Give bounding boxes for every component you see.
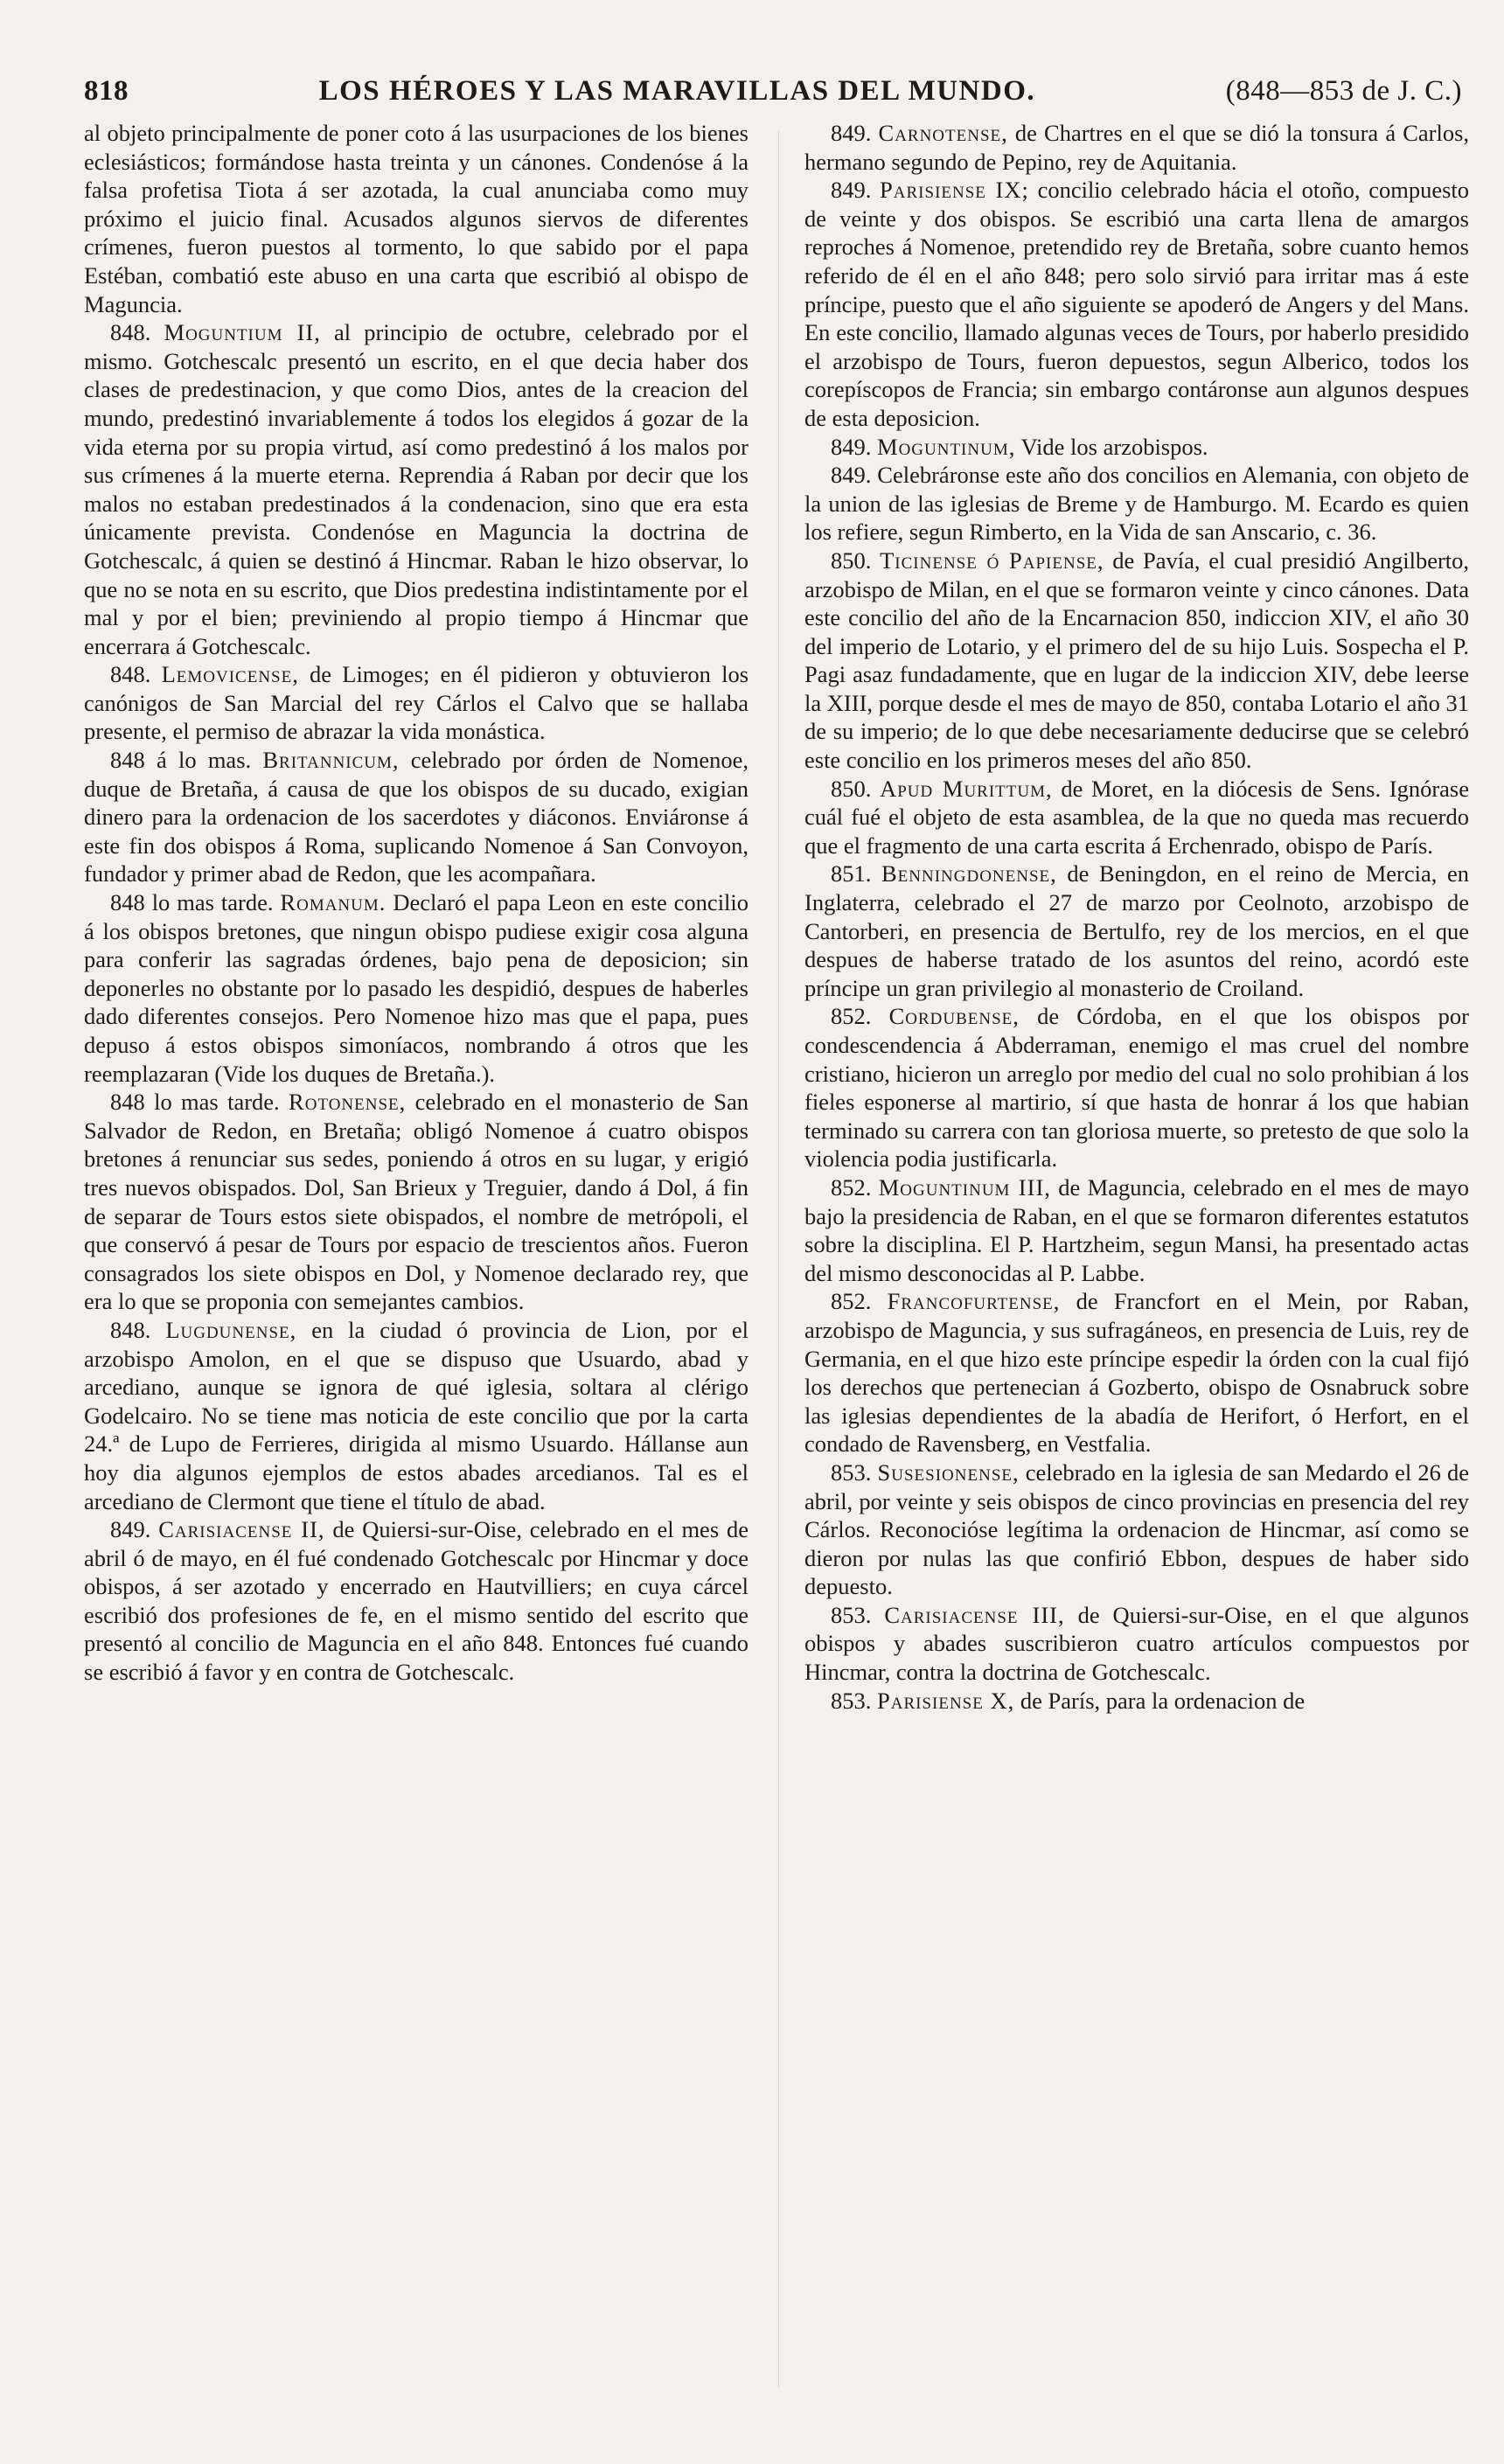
council-name: Moguntinum, xyxy=(877,433,1016,460)
council-entry xyxy=(804,461,1469,546)
entry-date: 850. xyxy=(831,775,872,802)
council-entry xyxy=(84,1515,749,1687)
entry-text: Celebráronse este año dos concilios en Alemania, con objeto de la union de las iglesias de Breme y de Hamburgo. M. Ecardo es quien los refiere, segun Rimberto, en la Vida de san Anscario, c. 36. xyxy=(804,462,1469,546)
entry-date: 850. xyxy=(831,546,872,574)
council-entry xyxy=(84,746,749,888)
council-entry xyxy=(804,1002,1469,1173)
entry-text: celebrado en la iglesia de san Medardo el 26 de abril, por veinte y seis obispos de cinco provincias en presencia del rey Cárlos. Reconocióse legítima la ordenacion de Hincmar, así como se dieron por nulas las que confirió Ebbon, despues de haber sido depuesto. xyxy=(804,1458,1470,1600)
council-entry xyxy=(84,119,749,318)
running-header xyxy=(84,75,1462,117)
council-entry xyxy=(84,888,749,1088)
entry-text: de Córdoba, en el que los obispos por condescendencia á Abderraman, enemigo el mas cruel del nombre cristiano, hicieron un arreglo por medio del cual no solo prohibian á los fieles esponerse al martirio, sí que hasta de honrar á los que habian terminado su carrera con tan gloriosa muerte, so pretesto de que solo la violencia podia justificarla. xyxy=(804,1003,1470,1173)
page-number: 818 xyxy=(84,75,129,107)
entry-date: 848. xyxy=(110,1316,151,1343)
council-name: Parisiense X, xyxy=(877,1687,1015,1714)
council-name: Romanum. xyxy=(280,889,386,916)
council-entry xyxy=(804,1287,1469,1458)
council-name: Francofurtense, xyxy=(887,1288,1061,1315)
entry-date: 853. xyxy=(831,1458,872,1486)
entry-date: 848 lo mas tarde. xyxy=(110,1089,280,1116)
entry-text: de Beningdon, en el reino de Mercia, en Inglaterra, celebrado el 27 de marzo por Ceolnoto, arzobispo de Cantorberi, en presencia de Bertulfo, rey de los mercios, en el que despues de haberse tratado de los asuntos del reino, acordó este príncipe un gran privilegio al monasterio de Croiland. xyxy=(804,860,1469,1001)
council-name: Carisiacense III, xyxy=(884,1601,1065,1628)
council-name: Ticinense ó Papiense, xyxy=(880,546,1104,574)
entry-date: 849. xyxy=(110,1516,151,1543)
running-title: LOS HÉROES Y LAS MARAVILLAS DEL MUNDO. xyxy=(318,75,1036,107)
entry-text: de París, para la ordenacion de xyxy=(1020,1687,1306,1714)
entry-date: 849. xyxy=(831,120,872,146)
entry-text: concilio celebrado hácia el otoño, compuesto de veinte y dos obispos. Se escribió una carta llena de amargos reproches á Nomenoe, pretendido rey de Bretaña, sobre cuanto hemos referido de él en el año 848; pero solo sirvió para irritar mas á este príncipe, puesto que el año siguiente se apoderó de Angers y del Mans. En este concilio, llamado algunas veces de Tours, por haberlo presidido el arzobispo de Tours, fueron depuestos, segun Alberico, todos los corepíscopos de Francia; sin embargo contáronse aun algunos despues de esta deposicion. xyxy=(804,177,1470,431)
entry-text: de Maguncia, celebrado en el mes de mayo bajo la presidencia de Raban, en el que se formaron diferentes estatutos sobre la disciplina. El P. Hartzheim, segun Mansi, ha presentado actas del mismo desconocidas al P. Labbe. xyxy=(804,1173,1470,1286)
entry-date: 849. xyxy=(831,177,872,204)
council-entry xyxy=(84,318,749,660)
column-divider xyxy=(778,131,779,2387)
right-column xyxy=(804,119,1469,1715)
entry-text: al objeto principalmente de poner coto á las usurpaciones de los bienes eclesiásticos; formándose hasta treinta y un cánones. Condenóse á la falsa profetisa Tiota á ser azotada, la cual anunciaba como muy próximo el juicio final. Acusados algunos siervos de diferentes crímenes, fueron puestos al tormento, lo que sabido por el papa Estéban, combatió este abuso en una carta que escribió al obispo de Maguncia. xyxy=(84,120,749,317)
entry-text: de Quiersi-sur-Oise, en el que algunos obispos y abades suscribieron cuatro artículos compuestos por Hincmar, contra la doctrina de Gotchescalc. xyxy=(804,1601,1469,1686)
date-range: (848—853 de J. C.) xyxy=(1225,75,1462,107)
entry-text: de Chartres en el que se dió la tonsura á Carlos, hermano segundo de Pepino, rey de Aquitania. xyxy=(804,120,1470,175)
entry-date: 849. xyxy=(831,462,872,489)
council-entry xyxy=(804,860,1469,1002)
entry-text: en la ciudad ó provincia de Lion, por el arzobispo Amolon, en el que se dispuso que Usuardo, abad y arcediano, aunque se ignora de qué iglesia, soltara al clérigo Godelcairo. No se tiene mas noticia de este concilio que por la carta 24.ª de Lupo de Ferrieres, dirigida al mismo Usuardo. Hállanse aun hoy dia algunos ejemplos de estos abades arcedianos. Tal es el arcediano de Clermont que tiene el título de abad. xyxy=(84,1316,749,1514)
council-name: Britannicum, xyxy=(262,747,400,774)
council-entry xyxy=(804,1458,1469,1601)
council-name: Lugdunense, xyxy=(165,1316,297,1343)
council-name: Cordubense, xyxy=(888,1003,1020,1030)
council-name: Rotonense, xyxy=(289,1089,407,1116)
entry-date: 848 lo mas tarde. xyxy=(110,889,274,916)
council-entry xyxy=(804,433,1469,462)
council-entry xyxy=(84,660,749,746)
entry-text: al principio de octubre, celebrado por el mismo. Gotchescalc presentó un escrito, en el que decia haber dos clases de predestinacion, y que como Dios, antes de la creacion del mundo, predestinó invariablemente á todos los elegidos á gozar de la vida eterna por su propia virtud, así como predestinó á los malos por sus crímenes á la muerte eterna. Reprendia á Raban por decir que los malos no estaban predestinados á la condenacion, sino que era esta únicamente prevista. Condenóse en Maguncia la doctrina de Gotchescalc, á quien se destinó á Hincmar. Raban le hizo observar, lo que no se nota en su escrito, que Dios predestina indistintamente por el mal y por el bien; previniendo al propio tiempo á Hincmar que encerrara á Gotchescalc. xyxy=(84,319,749,659)
council-name: Benningdonense, xyxy=(881,860,1057,887)
entry-text: de Moret, en la diócesis de Sens. Ignórase cuál fué el objeto de esta asamblea, de la que no queda mas recuerdo que el fragmento de una carta escrita á Erchenrado, obispo de París. xyxy=(804,775,1469,859)
entry-text: de Quiersi-sur-Oise, celebrado en el mes de abril ó de mayo, en él fué condenado Gotchescalc por Hincmar y doce obispos, á ser azotado y encerrado en Hautvilliers; en cuya cárcel escribió dos profesiones de fe, en el mismo sentido del escrito que presentó al concilio de Maguncia en el año 848. Entonces fué cuando se escribió á favor y en contra de Gotchescalc. xyxy=(84,1516,749,1686)
entry-text: Declaró el papa Leon en este concilio á los obispos bretones, que ningun obispo pudiese exigir cosa alguna para conferir las sagradas órdenes, bajo pena de deposicion; sin deponerles no obstante por lo pasado les despidió, despues de haberles dado diferentes consejos. Pero Nomenoe hizo mas que el papa, pues depuso á estos obispos simoníacos, nombrando á otros que les reemplazaran (Vide los duques de Bretaña.). xyxy=(84,889,749,1087)
entry-date: 848. xyxy=(110,319,151,346)
council-entry xyxy=(804,546,1469,775)
council-entry xyxy=(804,1173,1469,1287)
council-entry xyxy=(84,1088,749,1316)
entry-date: 853. xyxy=(831,1601,872,1628)
council-name: Lemovicense, xyxy=(161,661,299,688)
entry-text: de Francfort en el Mein, por Raban, arzobispo de Maguncia, y sus sufragáneos, en presencia de Luis, rey de Germania, en el que hizo este príncipe espedir la órden con la cual fijó los derechos que pertenecian á Gozberto, obispo de Osnabruck sobre las iglesias dependientes de la abadía de Herifort, ó Herfort, en el condado de Ravensberg, en Vestfalia. xyxy=(804,1288,1469,1458)
entry-text: celebrado en el monasterio de San Salvador de Redon, en Bretaña; obligó Nomenoe á cuatro obispos bretones á renunciar sus sedes, poniendo á otros en su lugar, y erigió tres nuevos obispados. Dol, San Brieux y Treguier, dando á Dol, á fin de separar de Tours estos siete obispados, el nombre de metrópoli, el que conservó á pesar de Tours por espacio de trescientos años. Fueron consagrados los siete obispos en Dol, y Nomenoe declarado rey, que era lo que se proponia con semejantes cambios. xyxy=(84,1089,749,1315)
council-name: Apud Murittum, xyxy=(880,775,1053,802)
entry-text: de Pavía, el cual presidió Angilberto, arzobispo de Milan, en el que se formaron veinte y cinco cánones. Data este concilio del año de la Encarnacion 850, indiccion XIV, el año 30 del imperio de Lotario, y el primero del de su hijo Luis. Sospecha el P. Pagi asaz fundadamente, que en lugar de la indiccion XIV, debe leerse la XIII, porque desde el mes de mayo de 850, contaba Lotario el año 31 de su imperio; de lo que debe necesariamente deducirse que se celebró este concilio en los primeros meses del año 850. xyxy=(804,546,1470,774)
council-entry xyxy=(804,1687,1469,1716)
council-entry xyxy=(804,1601,1469,1687)
entry-date: 848 á lo mas. xyxy=(110,747,252,774)
entry-date: 852. xyxy=(831,1003,872,1030)
council-entry xyxy=(804,775,1469,860)
council-name: Susesionense, xyxy=(877,1458,1020,1486)
entry-text: de Limoges; en él pidieron y obtuvieron los canónigos de San Marcial del rey Cárlos el Calvo que se hallaba presente, el permiso de abrazar la vida monástica. xyxy=(84,661,749,745)
council-name: Moguntinum III, xyxy=(878,1173,1051,1201)
council-entry xyxy=(804,119,1469,176)
council-name: Moguntium II, xyxy=(164,319,321,346)
entry-date: 851. xyxy=(831,860,872,887)
entry-date: 852. xyxy=(831,1173,872,1201)
left-column xyxy=(84,119,749,1687)
council-entry xyxy=(804,176,1469,432)
entry-date: 852. xyxy=(831,1288,872,1315)
council-entry xyxy=(84,1316,749,1515)
entry-date: 853. xyxy=(831,1687,872,1714)
council-name: Carisiacense II, xyxy=(158,1516,325,1543)
entry-text: Vide los arzobispos. xyxy=(1020,433,1208,460)
entry-date: 848. xyxy=(110,661,151,688)
council-name: Carnotense, xyxy=(878,120,1008,146)
entry-date: 849. xyxy=(831,433,872,460)
entry-text: celebrado por órden de Nomenoe, duque de Bretaña, á causa de que los obispos de su ducado, exigian dinero para la ordenacion de los sacerdotes y diáconos. Enviáronse á este fin dos obispos á Roma, suplicando Nomenoe á San Convoyon, fundador y primer abad de Redon, que les acompañara. xyxy=(84,747,749,887)
council-name: Parisiense IX; xyxy=(880,177,1029,204)
